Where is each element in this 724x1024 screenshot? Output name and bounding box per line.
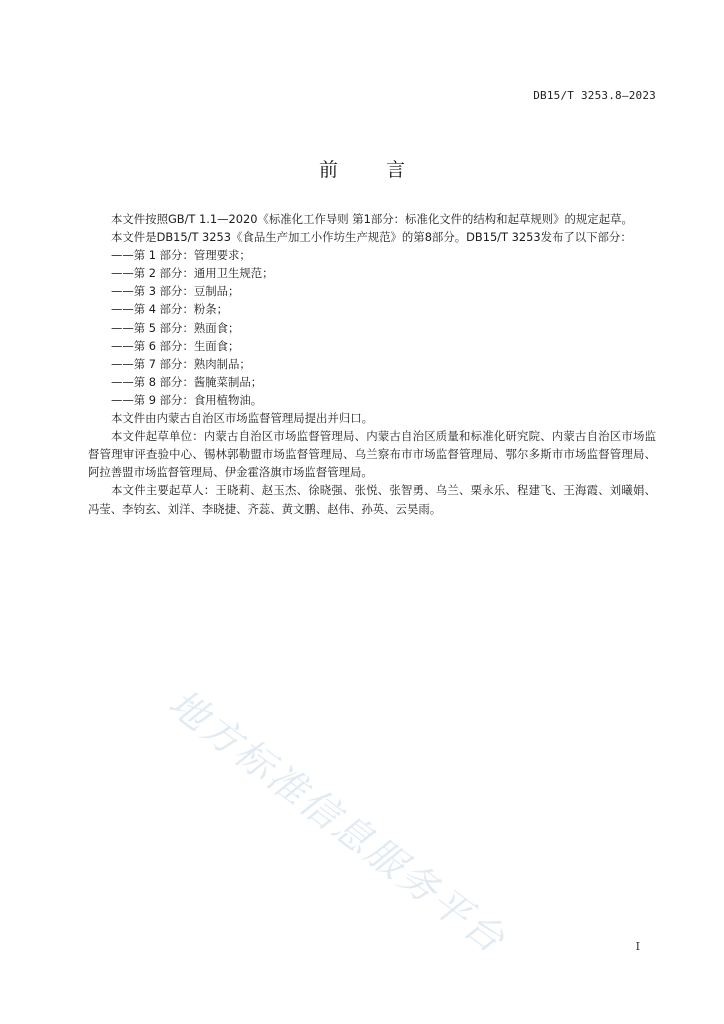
paragraph-series-intro: 本文件是DB15/T 3253《食品生产加工小作坊生产规范》的第8部分。DB15/T 3253发布了以下部分： bbox=[111, 230, 632, 245]
list-item: ——第 4 部分：粉条； bbox=[111, 302, 229, 317]
document-number: DB15/T 3253.8—2023 bbox=[533, 89, 656, 102]
paragraph-drafting-basis: 本文件按照GB/T 1.1—2020《标准化工作导则 第1部分：标准化文件的结构和起草规则》的规定起草。 bbox=[111, 212, 633, 226]
list-item: ——第 2 部分：通用卫生规范； bbox=[111, 266, 274, 281]
parts-list bbox=[88, 246, 656, 409]
watermark: 地方标准信息服务平台 bbox=[160, 680, 515, 963]
list-item: ——第 9 部分：食用植物油。 bbox=[111, 392, 263, 407]
section-title: 前 言 bbox=[318, 159, 406, 181]
list-item: ——第 3 部分：豆制品； bbox=[111, 284, 240, 299]
foreword-body bbox=[88, 210, 656, 518]
paragraph-proposer: 本文件由内蒙古自治区市场监督管理局提出并归口。 bbox=[111, 411, 373, 426]
paragraph-drafters: 本文件主要起草人：王晓莉、赵玉杰、徐晓强、张悦、张智勇、乌兰、栗永乐、程建飞、王海霞、刘曦娟、冯莹、李钧玄、刘洋、李晓捷、齐蕊、黄文鹏、赵伟、孙英、云昊雨。 bbox=[88, 483, 656, 516]
list-item: ——第 5 部分：熟面食； bbox=[111, 320, 240, 335]
page-number: I bbox=[635, 940, 640, 953]
list-item: ——第 8 部分：酱腌菜制品； bbox=[111, 374, 263, 389]
list-item: ——第 7 部分：熟肉制品； bbox=[111, 356, 251, 371]
paragraph-drafting-units: 本文件起草单位：内蒙古自治区市场监督管理局、内蒙古自治区质量和标准化研究院、内蒙古自治区市场监督管理审评查验中心、锡林郭勒盟市场监督管理局、乌兰察布市市场监督管理局、鄂尔多斯市市场监督管理局、阿拉善盟市场监督管理局、伊金霍洛旗市场监督管理局。 bbox=[88, 429, 656, 480]
list-item: ——第 6 部分：生面食； bbox=[111, 338, 240, 353]
list-item: ——第 1 部分：管理要求； bbox=[111, 248, 251, 263]
